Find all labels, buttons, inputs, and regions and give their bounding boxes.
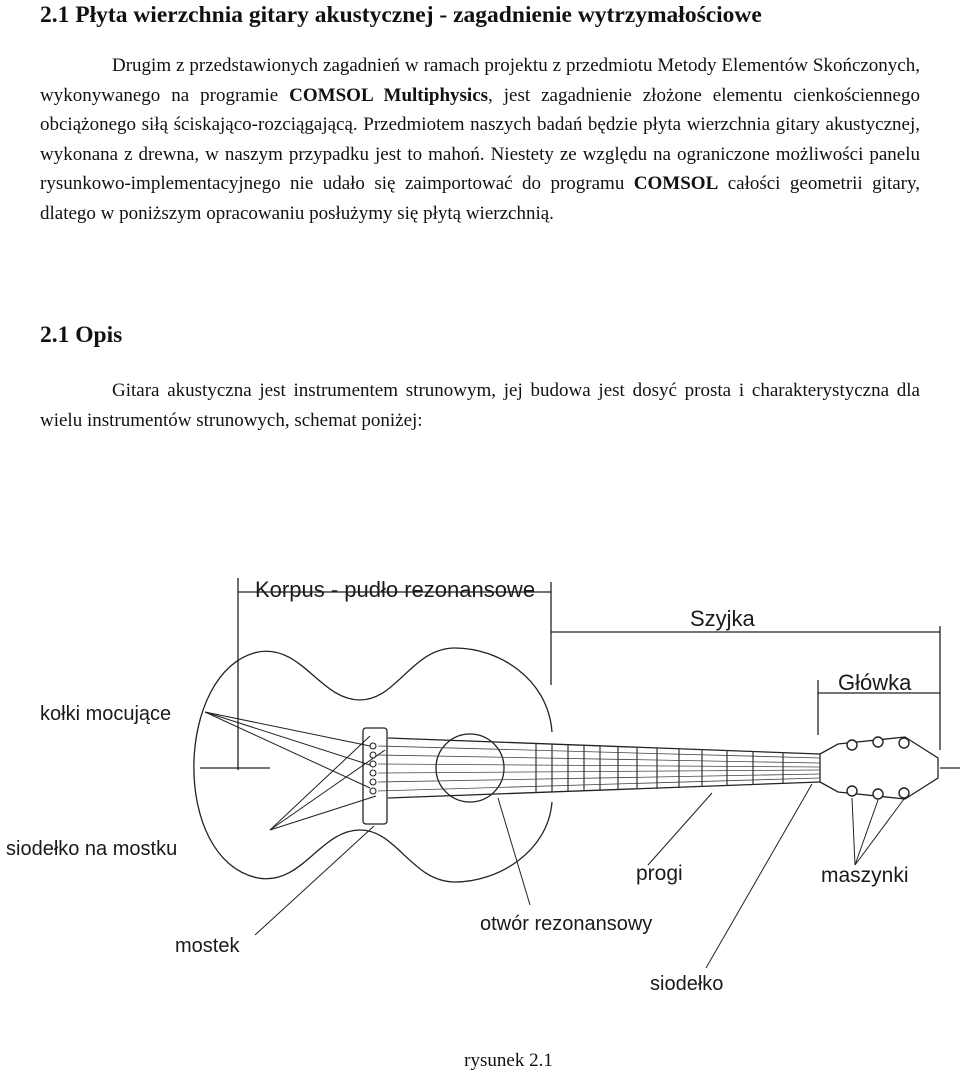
label-szyjka: Szyjka	[690, 606, 755, 631]
intro-text-3: całości geometrii gitary, dlatego w poniższym opracowaniu posłużymy się płytą wierzchnią.	[40, 173, 920, 224]
neck-top-edge	[388, 738, 820, 754]
comsol-multiphysics-term: COMSOL Multiphysics	[289, 84, 489, 106]
bridge-pins	[370, 743, 376, 794]
guitar-diagram-svg	[0, 560, 960, 1040]
section-paragraph	[40, 376, 920, 435]
label-kolki: kołki mocujące	[40, 703, 172, 725]
tuners	[847, 737, 909, 799]
section-text: Gitara akustyczna jest instrumentem strunowym, jej budowa jest dosyć prosta i charakterystyczna dla wielu instrumentów strunowych, schemat poniżej:	[40, 380, 920, 431]
label-maszynki: maszynki	[821, 864, 909, 887]
guitar-diagram	[0, 560, 960, 1040]
comsol-term: COMSOL	[633, 173, 719, 195]
page-heading: 2.1 Płyta wierzchnia gitary akustycznej - zagadnienie wytrzymałościowe	[40, 2, 762, 28]
section-heading: 2.1 Opis	[40, 322, 123, 348]
bridge	[363, 728, 387, 824]
intro-paragraph	[40, 51, 920, 229]
label-otwor: otwór rezonansowy	[480, 913, 653, 935]
intro-text-2: , jest zagadnienie złożone elementu cienkościennego obciążonego siłą ściskająco-rozciągającą. Przedmiotem naszych badań będzie płyta wierzchnia gitary akustycznej, wykonana z drewna, w naszym przypadku jest to mahoń. Niestety ze względu na ograniczone możliwości panelu rysunkowo-implementacyjnego nie udało się zaimportować do programu	[40, 84, 920, 195]
label-mostek: mostek	[175, 935, 240, 957]
figure-caption: rysunek 2.1	[464, 1050, 553, 1071]
figure-caption-wrapper	[0, 1050, 960, 1072]
sound-hole	[436, 734, 504, 802]
label-korpus: Korpus - pudło rezonansowe	[255, 577, 536, 602]
label-glowka: Główka	[838, 670, 912, 695]
label-siodelko-mostku: siodełko na mostku	[6, 838, 178, 860]
label-progi: progi	[636, 862, 683, 885]
intro-text-1: Drugim z przedstawionych zagadnień w ramach projektu z przedmiotu Metody Elementów Skończonych, wykonywanego na programie	[40, 55, 920, 106]
label-siodelko: siodełko	[650, 973, 724, 995]
